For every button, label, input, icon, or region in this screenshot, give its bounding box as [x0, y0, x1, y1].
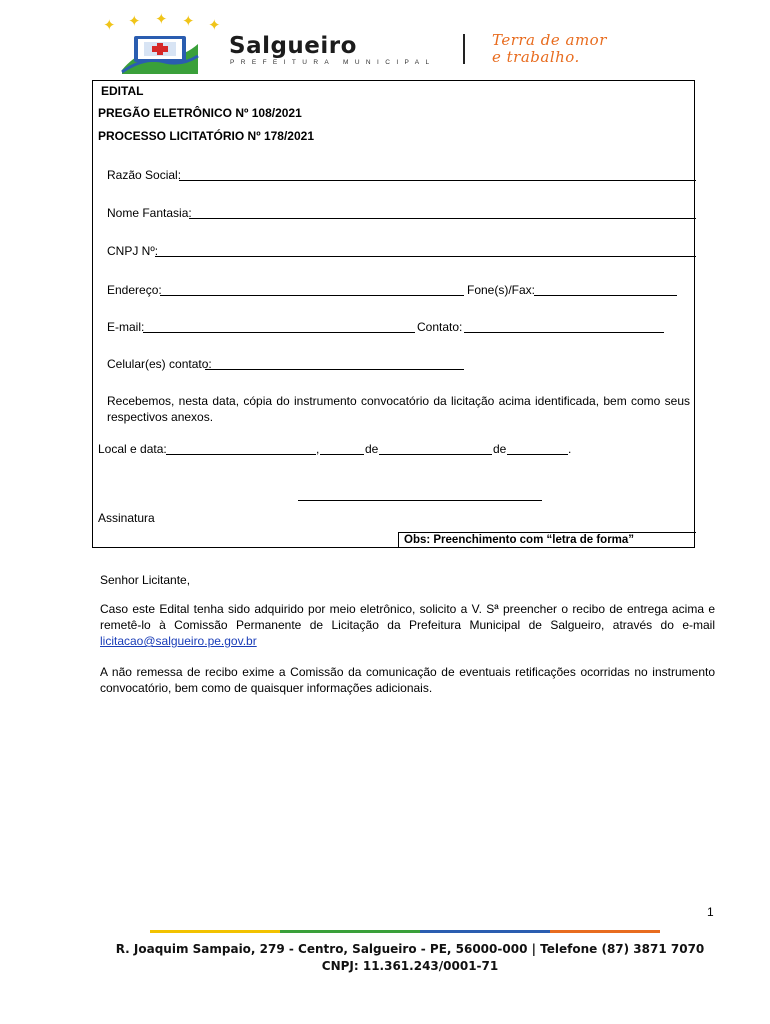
assinatura-label: Assinatura [98, 511, 155, 525]
star-icon: ✦ [182, 12, 195, 30]
celular-label: Celular(es) contato: [107, 357, 212, 371]
obs-note: Obs: Preenchimento com “letra de forma” [398, 532, 696, 548]
day-field[interactable] [320, 454, 364, 455]
local-field[interactable] [166, 454, 316, 455]
footer-rule-blue [420, 930, 550, 933]
instructions-paragraph [100, 601, 715, 649]
instructions-text: Caso este Edital tenha sido adquirido por meio eletrônico, solicito a V. Sª preencher o recibo de entrega acima e remetê-lo à Comissão Permanente de Licitação da Prefeitura Municipal de Salgueiro, através do e-mail [100, 602, 715, 632]
receipt-form [92, 80, 695, 548]
footer-rule-orange [550, 930, 660, 933]
municipal-crest-icon [120, 30, 200, 74]
fone-label: Fone(s)/Fax: [467, 283, 536, 297]
cnpj-label: CNPJ Nº: [107, 244, 159, 258]
endereco-field[interactable] [160, 295, 464, 296]
signature-line[interactable] [298, 500, 542, 501]
footer-rule-green [280, 930, 420, 933]
star-icon: ✦ [155, 10, 168, 28]
footer-cnpj: CNPJ: 11.361.243/0001-71 [321, 959, 499, 973]
slogan-line-2: e trabalho. [492, 48, 580, 66]
footer-address: R. Joaquim Sampaio, 279 - Centro, Salgueiro - PE, 56000-000 | Telefone (87) 3871 7070 [115, 942, 705, 956]
de-label-1: de [365, 442, 379, 456]
year-field[interactable] [507, 454, 568, 455]
email-field[interactable] [143, 332, 415, 333]
page-number: 1 [707, 905, 714, 919]
brand-subtitle: PREFEITURA MUNICIPAL [230, 59, 436, 66]
contato-label: Contato: [417, 320, 463, 334]
local-data-label: Local e data: [98, 442, 167, 456]
cnpj-field[interactable] [155, 256, 696, 257]
heading-processo: PROCESSO LICITATÓRIO Nº 178/2021 [98, 129, 314, 143]
email-link[interactable]: licitacao@salgueiro.pe.gov.br [100, 634, 257, 648]
receipt-statement: Recebemos, nesta data, cópia do instrumento convocatório da licitação acima identificada, bem como seus respectivos anexos. [107, 394, 690, 424]
email-label: E-mail: [107, 320, 145, 334]
heading-pregao: PREGÃO ELETRÔNICO Nº 108/2021 [98, 106, 302, 120]
endereco-label: Endereço: [107, 283, 162, 297]
nome-fantasia-field[interactable] [189, 218, 696, 219]
razao-social-label: Razão Social: [107, 168, 182, 182]
period: . [568, 442, 572, 456]
fone-field[interactable] [534, 295, 677, 296]
notice-paragraph: A não remessa de recibo exime a Comissão da comunicação de eventuais retificações ocorridas no instrumento convocatório, bem como de quaisquer informações adicionais. [100, 665, 715, 695]
star-icon: ✦ [128, 12, 141, 30]
salutation: Senhor Licitante, [100, 573, 191, 587]
letterhead [0, 0, 770, 80]
star-icon: ✦ [208, 16, 221, 34]
de-label-2: de [493, 442, 507, 456]
contato-field[interactable] [464, 332, 664, 333]
logo-divider [463, 34, 465, 64]
slogan-line-1: Terra de amor [492, 31, 607, 49]
comma-separator: , [316, 442, 320, 456]
month-field[interactable] [379, 454, 492, 455]
heading-edital: EDITAL [101, 84, 144, 98]
razao-social-field[interactable] [179, 180, 696, 181]
slogan [492, 32, 607, 66]
footer-rule-yellow [150, 930, 280, 933]
nome-fantasia-label: Nome Fantasia: [107, 206, 192, 220]
brand-name: Salgueiro [229, 33, 357, 59]
star-icon: ✦ [103, 16, 116, 34]
celular-field[interactable] [205, 369, 464, 370]
